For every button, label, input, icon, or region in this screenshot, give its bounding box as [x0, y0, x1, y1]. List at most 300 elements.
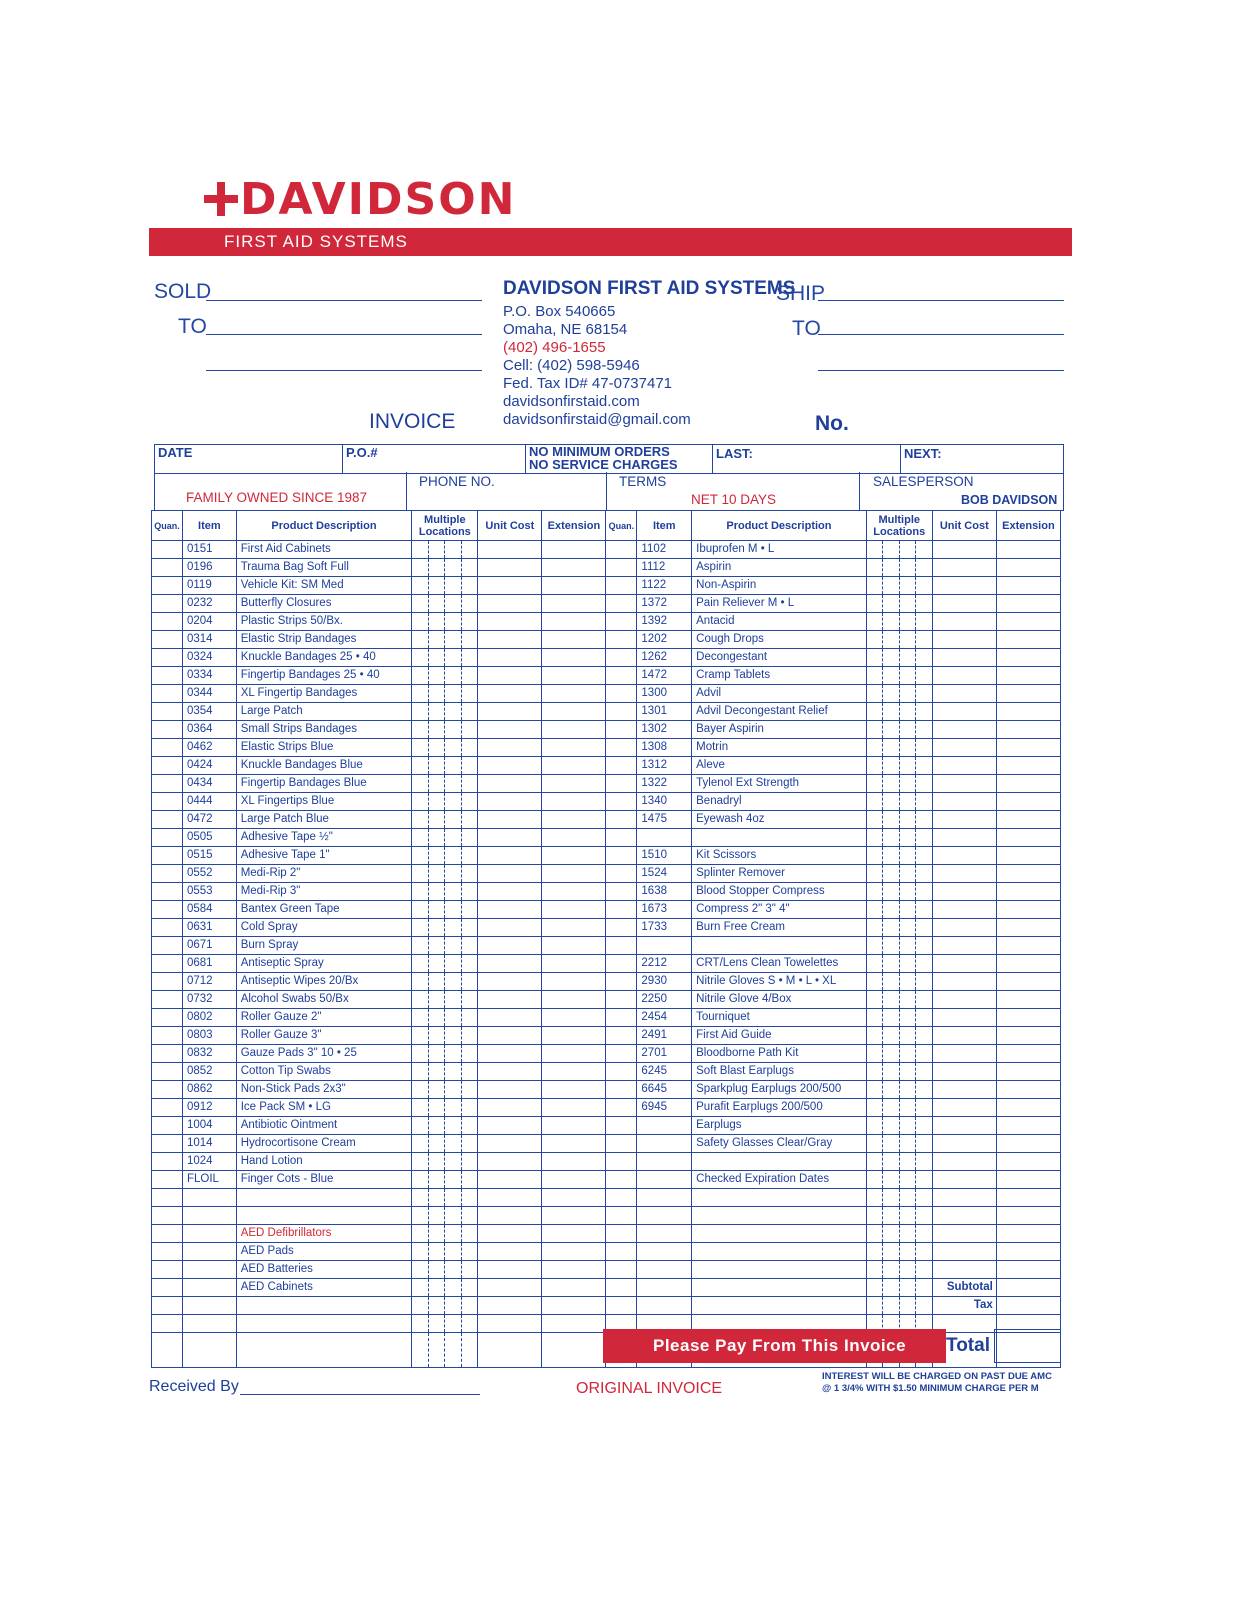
location-cell[interactable] [883, 1171, 900, 1189]
quan-cell[interactable] [152, 973, 183, 991]
location-cell[interactable] [412, 721, 429, 739]
location-cell[interactable] [412, 1063, 429, 1081]
location-cell[interactable] [916, 883, 933, 901]
location-cell[interactable] [866, 613, 883, 631]
location-cell[interactable] [866, 1189, 883, 1207]
location-cell[interactable] [461, 793, 478, 811]
unit-cost-cell[interactable] [478, 1243, 542, 1261]
extension-cell[interactable] [542, 1315, 606, 1333]
location-cell[interactable] [899, 1009, 916, 1027]
unit-cost-cell[interactable] [932, 1225, 996, 1243]
quan-cell[interactable] [606, 1153, 637, 1171]
location-cell[interactable] [412, 811, 429, 829]
location-cell[interactable] [412, 703, 429, 721]
location-cell[interactable] [916, 1153, 933, 1171]
extension-cell[interactable] [996, 1117, 1060, 1135]
location-cell[interactable] [445, 1099, 462, 1117]
quan-cell[interactable] [152, 811, 183, 829]
location-cell[interactable] [428, 1099, 445, 1117]
quan-cell[interactable] [152, 1297, 183, 1315]
location-cell[interactable] [412, 1009, 429, 1027]
location-cell[interactable] [445, 667, 462, 685]
location-cell[interactable] [883, 1081, 900, 1099]
location-cell[interactable] [899, 1171, 916, 1189]
location-cell[interactable] [428, 847, 445, 865]
extension-cell[interactable] [996, 667, 1060, 685]
location-cell[interactable] [461, 1261, 478, 1279]
quan-cell[interactable] [152, 577, 183, 595]
location-cell[interactable] [916, 1081, 933, 1099]
unit-cost-cell[interactable] [932, 739, 996, 757]
quan-cell[interactable] [152, 595, 183, 613]
unit-cost-cell[interactable] [932, 613, 996, 631]
location-cell[interactable] [866, 919, 883, 937]
location-cell[interactable] [883, 1297, 900, 1315]
location-cell[interactable] [883, 829, 900, 847]
blank-cell[interactable] [152, 1333, 183, 1368]
extension-cell[interactable] [542, 685, 606, 703]
location-cell[interactable] [866, 1099, 883, 1117]
location-cell[interactable] [428, 1243, 445, 1261]
location-cell[interactable] [428, 685, 445, 703]
location-cell[interactable] [445, 577, 462, 595]
location-cell[interactable] [428, 1135, 445, 1153]
quan-cell[interactable] [152, 847, 183, 865]
extension-cell[interactable] [996, 901, 1060, 919]
blank-cell[interactable] [428, 1333, 445, 1368]
quan-cell[interactable] [606, 901, 637, 919]
location-cell[interactable] [866, 1261, 883, 1279]
blank-cell[interactable] [236, 1333, 412, 1368]
location-cell[interactable] [866, 577, 883, 595]
quan-cell[interactable] [152, 649, 183, 667]
location-cell[interactable] [412, 865, 429, 883]
location-cell[interactable] [899, 1207, 916, 1225]
location-cell[interactable] [916, 955, 933, 973]
unit-cost-cell[interactable] [932, 955, 996, 973]
location-cell[interactable] [445, 703, 462, 721]
extension-cell[interactable] [542, 595, 606, 613]
quan-cell[interactable] [152, 1243, 183, 1261]
unit-cost-cell[interactable] [932, 649, 996, 667]
quan-cell[interactable] [152, 1063, 183, 1081]
location-cell[interactable] [916, 1189, 933, 1207]
location-cell[interactable] [866, 1135, 883, 1153]
location-cell[interactable] [412, 919, 429, 937]
location-cell[interactable] [916, 865, 933, 883]
location-cell[interactable] [428, 811, 445, 829]
unit-cost-cell[interactable] [932, 1099, 996, 1117]
extension-cell[interactable] [996, 847, 1060, 865]
location-cell[interactable] [461, 1135, 478, 1153]
location-cell[interactable] [899, 721, 916, 739]
extension-cell[interactable] [996, 775, 1060, 793]
extension-cell[interactable] [542, 811, 606, 829]
location-cell[interactable] [412, 1207, 429, 1225]
location-cell[interactable] [899, 973, 916, 991]
location-cell[interactable] [428, 559, 445, 577]
unit-cost-cell[interactable] [478, 721, 542, 739]
quan-cell[interactable] [152, 685, 183, 703]
extension-cell[interactable] [542, 757, 606, 775]
location-cell[interactable] [428, 1225, 445, 1243]
location-cell[interactable] [461, 847, 478, 865]
location-cell[interactable] [461, 739, 478, 757]
quan-cell[interactable] [606, 1171, 637, 1189]
location-cell[interactable] [899, 739, 916, 757]
location-cell[interactable] [461, 955, 478, 973]
unit-cost-cell[interactable] [478, 865, 542, 883]
extension-cell[interactable] [996, 1189, 1060, 1207]
location-cell[interactable] [412, 937, 429, 955]
location-cell[interactable] [866, 1243, 883, 1261]
location-cell[interactable] [445, 1063, 462, 1081]
location-cell[interactable] [461, 1081, 478, 1099]
extension-cell[interactable] [996, 685, 1060, 703]
quan-cell[interactable] [606, 595, 637, 613]
location-cell[interactable] [866, 1297, 883, 1315]
unit-cost-cell[interactable] [932, 1117, 996, 1135]
quan-cell[interactable] [152, 1315, 183, 1333]
location-cell[interactable] [461, 973, 478, 991]
unit-cost-cell[interactable] [478, 1261, 542, 1279]
ship-line-2[interactable] [818, 334, 1064, 335]
location-cell[interactable] [899, 595, 916, 613]
quan-cell[interactable] [152, 1099, 183, 1117]
quan-cell[interactable] [152, 721, 183, 739]
extension-cell[interactable] [542, 865, 606, 883]
extension-cell[interactable] [996, 793, 1060, 811]
unit-cost-cell[interactable] [478, 1225, 542, 1243]
quan-cell[interactable] [152, 631, 183, 649]
quan-cell[interactable] [152, 1153, 183, 1171]
extension-cell[interactable] [996, 973, 1060, 991]
location-cell[interactable] [916, 703, 933, 721]
location-cell[interactable] [866, 1153, 883, 1171]
unit-cost-cell[interactable] [478, 1063, 542, 1081]
location-cell[interactable] [445, 1117, 462, 1135]
location-cell[interactable] [899, 1261, 916, 1279]
location-cell[interactable] [428, 667, 445, 685]
location-cell[interactable] [461, 595, 478, 613]
location-cell[interactable] [461, 631, 478, 649]
location-cell[interactable] [445, 559, 462, 577]
unit-cost-cell[interactable] [478, 1279, 542, 1297]
location-cell[interactable] [899, 1081, 916, 1099]
unit-cost-cell[interactable] [932, 1063, 996, 1081]
unit-cost-cell[interactable] [478, 1297, 542, 1315]
location-cell[interactable] [445, 811, 462, 829]
ship-line-1[interactable] [818, 300, 1064, 301]
location-cell[interactable] [428, 991, 445, 1009]
location-cell[interactable] [445, 685, 462, 703]
extension-cell[interactable] [542, 541, 606, 559]
location-cell[interactable] [866, 901, 883, 919]
quan-cell[interactable] [606, 685, 637, 703]
location-cell[interactable] [445, 973, 462, 991]
quan-cell[interactable] [606, 1243, 637, 1261]
extension-cell[interactable] [542, 649, 606, 667]
location-cell[interactable] [461, 649, 478, 667]
extension-cell[interactable] [542, 1081, 606, 1099]
quan-cell[interactable] [152, 1045, 183, 1063]
location-cell[interactable] [899, 667, 916, 685]
quan-cell[interactable] [606, 1225, 637, 1243]
location-cell[interactable] [428, 937, 445, 955]
location-cell[interactable] [866, 955, 883, 973]
location-cell[interactable] [916, 973, 933, 991]
location-cell[interactable] [412, 559, 429, 577]
location-cell[interactable] [461, 721, 478, 739]
extension-cell[interactable] [996, 631, 1060, 649]
location-cell[interactable] [916, 901, 933, 919]
location-cell[interactable] [866, 775, 883, 793]
quan-cell[interactable] [606, 1135, 637, 1153]
location-cell[interactable] [899, 1063, 916, 1081]
location-cell[interactable] [883, 1207, 900, 1225]
quan-cell[interactable] [152, 991, 183, 1009]
unit-cost-cell[interactable] [932, 1009, 996, 1027]
extension-cell[interactable] [542, 577, 606, 595]
quan-cell[interactable] [152, 613, 183, 631]
location-cell[interactable] [899, 937, 916, 955]
unit-cost-cell[interactable] [932, 1243, 996, 1261]
location-cell[interactable] [916, 739, 933, 757]
quan-cell[interactable] [152, 865, 183, 883]
location-cell[interactable] [899, 811, 916, 829]
location-cell[interactable] [866, 739, 883, 757]
location-cell[interactable] [916, 793, 933, 811]
extension-cell[interactable] [542, 1297, 606, 1315]
unit-cost-cell[interactable] [478, 991, 542, 1009]
location-cell[interactable] [883, 919, 900, 937]
location-cell[interactable] [428, 793, 445, 811]
quan-cell[interactable] [606, 631, 637, 649]
location-cell[interactable] [899, 1135, 916, 1153]
location-cell[interactable] [866, 1225, 883, 1243]
location-cell[interactable] [916, 775, 933, 793]
location-cell[interactable] [866, 631, 883, 649]
location-cell[interactable] [412, 1117, 429, 1135]
sold-line-1[interactable] [206, 300, 482, 301]
unit-cost-cell[interactable] [478, 667, 542, 685]
location-cell[interactable] [916, 1243, 933, 1261]
unit-cost-cell[interactable] [478, 1189, 542, 1207]
location-cell[interactable] [866, 1171, 883, 1189]
unit-cost-cell[interactable] [932, 973, 996, 991]
quan-cell[interactable] [152, 667, 183, 685]
unit-cost-cell[interactable] [478, 1153, 542, 1171]
location-cell[interactable] [899, 883, 916, 901]
unit-cost-cell[interactable] [478, 541, 542, 559]
extension-cell[interactable] [542, 1261, 606, 1279]
location-cell[interactable] [916, 1063, 933, 1081]
location-cell[interactable] [866, 1207, 883, 1225]
unit-cost-cell[interactable] [932, 541, 996, 559]
location-cell[interactable] [428, 757, 445, 775]
extension-cell[interactable] [996, 703, 1060, 721]
location-cell[interactable] [428, 577, 445, 595]
unit-cost-cell[interactable] [932, 775, 996, 793]
location-cell[interactable] [445, 883, 462, 901]
quan-cell[interactable] [152, 1279, 183, 1297]
location-cell[interactable] [461, 865, 478, 883]
location-cell[interactable] [412, 1099, 429, 1117]
unit-cost-cell[interactable] [932, 1027, 996, 1045]
extension-cell[interactable] [996, 991, 1060, 1009]
location-cell[interactable] [916, 991, 933, 1009]
unit-cost-cell[interactable] [932, 1171, 996, 1189]
location-cell[interactable] [428, 775, 445, 793]
quan-cell[interactable] [152, 793, 183, 811]
extension-cell[interactable] [542, 829, 606, 847]
extension-cell[interactable] [996, 1243, 1060, 1261]
location-cell[interactable] [461, 1315, 478, 1333]
extension-cell[interactable] [542, 559, 606, 577]
extension-cell[interactable] [542, 1279, 606, 1297]
location-cell[interactable] [428, 1297, 445, 1315]
extension-cell[interactable] [996, 1261, 1060, 1279]
location-cell[interactable] [899, 1189, 916, 1207]
quan-cell[interactable] [606, 847, 637, 865]
location-cell[interactable] [445, 631, 462, 649]
location-cell[interactable] [883, 595, 900, 613]
location-cell[interactable] [899, 703, 916, 721]
unit-cost-cell[interactable] [478, 919, 542, 937]
location-cell[interactable] [461, 1099, 478, 1117]
unit-cost-cell[interactable] [932, 595, 996, 613]
location-cell[interactable] [899, 775, 916, 793]
location-cell[interactable] [883, 811, 900, 829]
quan-cell[interactable] [606, 559, 637, 577]
extension-cell[interactable] [542, 901, 606, 919]
location-cell[interactable] [445, 937, 462, 955]
location-cell[interactable] [866, 991, 883, 1009]
location-cell[interactable] [461, 1117, 478, 1135]
location-cell[interactable] [866, 1027, 883, 1045]
location-cell[interactable] [866, 667, 883, 685]
location-cell[interactable] [916, 811, 933, 829]
ship-line-3[interactable] [818, 370, 1064, 371]
location-cell[interactable] [428, 649, 445, 667]
location-cell[interactable] [445, 829, 462, 847]
location-cell[interactable] [883, 1189, 900, 1207]
location-cell[interactable] [461, 991, 478, 1009]
location-cell[interactable] [428, 541, 445, 559]
quan-cell[interactable] [606, 1027, 637, 1045]
unit-cost-cell[interactable] [478, 1171, 542, 1189]
unit-cost-cell[interactable] [932, 811, 996, 829]
quan-cell[interactable] [606, 1081, 637, 1099]
location-cell[interactable] [899, 901, 916, 919]
location-cell[interactable] [412, 649, 429, 667]
quan-cell[interactable] [606, 1207, 637, 1225]
location-cell[interactable] [412, 1297, 429, 1315]
location-cell[interactable] [899, 649, 916, 667]
location-cell[interactable] [899, 1099, 916, 1117]
location-cell[interactable] [428, 1171, 445, 1189]
location-cell[interactable] [866, 937, 883, 955]
location-cell[interactable] [916, 1279, 933, 1297]
location-cell[interactable] [428, 1153, 445, 1171]
extension-cell[interactable] [542, 703, 606, 721]
extension-cell[interactable] [996, 1225, 1060, 1243]
location-cell[interactable] [428, 955, 445, 973]
unit-cost-cell[interactable] [478, 1099, 542, 1117]
quan-cell[interactable] [152, 757, 183, 775]
location-cell[interactable] [412, 1153, 429, 1171]
extension-cell[interactable] [542, 1171, 606, 1189]
quan-cell[interactable] [152, 739, 183, 757]
location-cell[interactable] [445, 1135, 462, 1153]
location-cell[interactable] [883, 901, 900, 919]
quan-cell[interactable] [152, 775, 183, 793]
unit-cost-cell[interactable] [478, 1027, 542, 1045]
extension-cell[interactable] [542, 613, 606, 631]
blank-cell[interactable] [182, 1333, 236, 1368]
extension-cell[interactable] [996, 739, 1060, 757]
extension-cell[interactable] [542, 883, 606, 901]
extension-cell[interactable] [542, 1189, 606, 1207]
quan-cell[interactable] [152, 1225, 183, 1243]
location-cell[interactable] [461, 1297, 478, 1315]
unit-cost-cell[interactable] [478, 1081, 542, 1099]
location-cell[interactable] [445, 1153, 462, 1171]
location-cell[interactable] [428, 1207, 445, 1225]
location-cell[interactable] [883, 559, 900, 577]
extension-cell[interactable] [542, 919, 606, 937]
location-cell[interactable] [883, 1117, 900, 1135]
quan-cell[interactable] [606, 955, 637, 973]
location-cell[interactable] [866, 559, 883, 577]
quan-cell[interactable] [606, 1279, 637, 1297]
quan-cell[interactable] [606, 829, 637, 847]
unit-cost-cell[interactable] [478, 613, 542, 631]
location-cell[interactable] [916, 577, 933, 595]
extension-cell[interactable] [996, 595, 1060, 613]
unit-cost-cell[interactable] [932, 577, 996, 595]
quan-cell[interactable] [152, 883, 183, 901]
location-cell[interactable] [883, 703, 900, 721]
extension-cell[interactable] [996, 865, 1060, 883]
location-cell[interactable] [428, 1261, 445, 1279]
unit-cost-cell[interactable] [478, 973, 542, 991]
location-cell[interactable] [883, 1153, 900, 1171]
location-cell[interactable] [883, 667, 900, 685]
location-cell[interactable] [899, 1027, 916, 1045]
location-cell[interactable] [916, 667, 933, 685]
quan-cell[interactable] [606, 721, 637, 739]
location-cell[interactable] [866, 595, 883, 613]
location-cell[interactable] [461, 541, 478, 559]
extension-cell[interactable] [542, 775, 606, 793]
location-cell[interactable] [899, 541, 916, 559]
extension-cell[interactable] [996, 757, 1060, 775]
location-cell[interactable] [916, 559, 933, 577]
location-cell[interactable] [883, 1135, 900, 1153]
location-cell[interactable] [461, 775, 478, 793]
location-cell[interactable] [445, 757, 462, 775]
location-cell[interactable] [445, 1027, 462, 1045]
location-cell[interactable] [883, 1063, 900, 1081]
unit-cost-cell[interactable] [932, 631, 996, 649]
location-cell[interactable] [883, 757, 900, 775]
location-cell[interactable] [412, 991, 429, 1009]
blank-cell[interactable] [461, 1333, 478, 1368]
location-cell[interactable] [866, 703, 883, 721]
location-cell[interactable] [412, 595, 429, 613]
location-cell[interactable] [412, 1081, 429, 1099]
